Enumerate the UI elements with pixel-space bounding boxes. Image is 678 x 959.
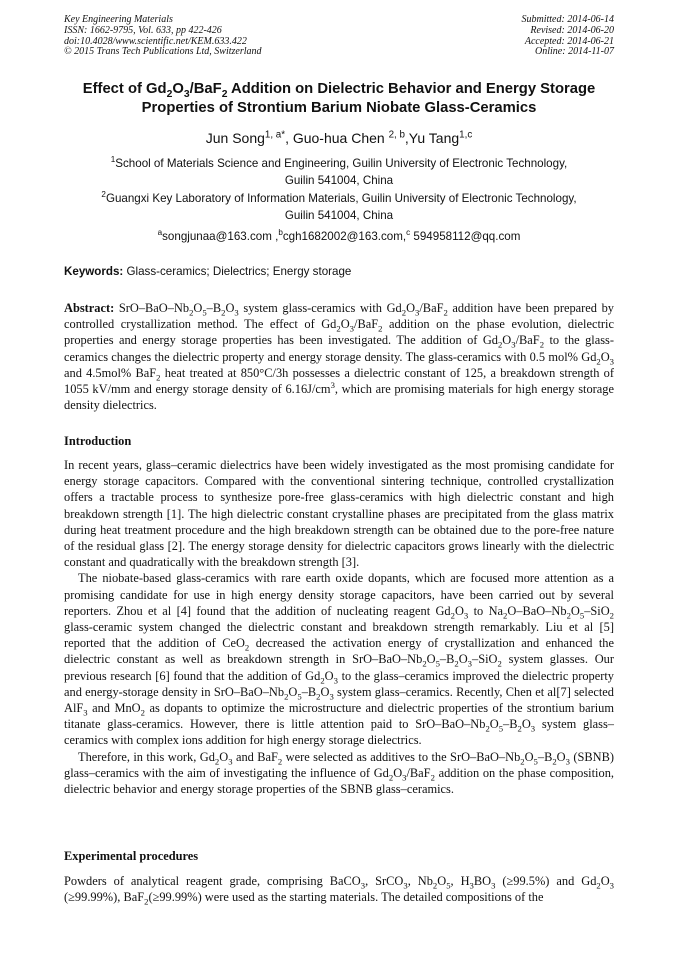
submission-dates <box>522 15 615 58</box>
title-line-2: Properties of Strontium Barium Niobate Glass-Ceramics <box>141 100 537 116</box>
affiliation-2: $^2$Guangxi Key Laboratory of Information Materials, Guilin University of Electronic Technology, Guilin 541004, China <box>101 190 577 222</box>
introduction-paragraph-1: In recent years, glass–ceramic dielectrics have been widely investigated as the most promising candidate for energy storage capacitors. Compared with the conventional sintering technique, controlled crystallization offers a tractable process to synthesize pore-free glass-ceramics with high dielectric constant and high breakdown strength [1]. The high dielectric constant crystalline phases are precipitated from the glass matrix during heat treatment procedure and the high breakdown strength can be obtained due to the pore-free nature of the residual glass [2]. The energy storage density for dielectric capacitors grows linearly with the dielectric constant and quadratically with the breakdown strength [3]. <box>64 458 614 570</box>
journal-copyright: © 2015 Trans Tech Publications Ltd, Switzerland <box>64 46 262 58</box>
date-accepted: Accepted: 2014-06-21 <box>524 35 614 47</box>
abstract: Abstract: SrO–$BaO-Nb_2O_5-B_2O_3$ system glass-ceramics with $Gd_2O_3/BaF_2$ addition have been prepared by controlled crystallization method. The effect of $Gd_2O_3/BaF_2$ addition on the phase evolution, dielectric properties and energy storage properties has been investigated. The addition of $Gd_2O_3/BaF_2$ to the glass-ceramics changes the dielectric property and energy storage density. The glass-ceramics with 0.5 mol% $Gd_2O_3$ and 4.5mol% BaF$_2$ heat treated at 850°C/3h possesses a dielectric constant of 125, a breakdown strength of 1055 kV/mm and energy storage density of $6.16J/cm^3$, which are promising materials for high energy storage density dielectrics. <box>64 301 615 413</box>
title-line-1: Effect of $Gd_2O_3/BaF_2$ Addition on Dielectric Behavior and Energy Storage <box>82 81 596 100</box>
author-list: Jun Song$^{1, a*}$, Guo-hua Chen $^{2, b}$,Yu Tang$^{1,c}$ <box>205 129 473 146</box>
journal-doi: doi:10.4028/www.scientific.net/KEM.633.422 <box>64 35 247 47</box>
introduction-paragraph-3: Therefore, in this work, $Gd_2O_3$ and BaF$_2$ were selected as additives to the SrO–$BaO-Nb_2O_5-B_2O_3$ (SBNB) glass–ceramics with the aim of investigating the influence of $Gd_2O_3/BaF_2$ addition on the phase composition, dielectric behavior and energy storage properties of the SBNB glass–ceramics. <box>64 749 615 797</box>
date-submitted: Submitted: 2014-06-14 <box>521 14 614 25</box>
author-emails: $^a$songjunaa@163.com ,$^b$cgh1682002@163.com,$^c$ 594958112@qq.com <box>157 228 521 243</box>
keywords <box>64 264 351 280</box>
experimental-heading: Experimental procedures <box>64 849 199 863</box>
keywords-text: Glass-ceramics; Dielectrics; Energy storage <box>123 265 352 278</box>
keywords-label: Keywords: <box>64 265 124 278</box>
affiliation-1: $^1$School of Materials Science and Engineering, Guilin University of Electronic Technology, Guilin 541004, China <box>110 155 568 187</box>
introduction-body <box>64 457 614 797</box>
introduction-paragraph-2: The niobate-based glass-ceramics with rare earth oxide dopants, which are focused more attention as a promising candidate for use in high energy density storage capacitors, have been carried out by several reporters. Zhou et al [4] found that the addition of nucleating reagent $Gd_2O_3$ to $Na_2O-BaO-Nb_2O_5-SiO_2$ glass-ceramic system changed the dielectric constant and breakdown strength remarkably. Liu et al [5] reported that the addition of CeO$_2$ decreased the activation energy of crystallization and enhanced the dielectric constant as well as breakdown strength in SrO–$BaO-Nb_2O_5-B_2O_3-SiO_2$ system glasses. Our previous research [6] found that the addition of $Gd_2O_3$ to the glass–ceramics improved the dielectric property and energy-storage density in SrO–$BaO-Nb_2O_5-B_2O_3$ system glass–ceramics. Recently, Chen et al[7] selected AlF$_3$ and MnO$_2$ as dopants to optimize the microstructure and dielectric properties of the strontium barium titanate glass-ceramics. However, there is little attention paid to SrO–$BaO-Nb_2O_5-B_2O_3$ system glass–ceramics with complex ions addition for high energy storage dielectrics. <box>64 571 614 748</box>
journal-issn: ISSN: 1662-9795, Vol. 633, pp 422-426 <box>64 24 222 36</box>
date-online: Online: 2014-11-07 <box>535 46 614 58</box>
date-revised: Revised: 2014-06-20 <box>530 24 614 36</box>
journal-header <box>64 15 262 58</box>
paper-title <box>40 80 638 118</box>
journal-name: Key Engineering Materials <box>64 14 173 25</box>
experimental-paragraph-1: Powders of analytical reagent grade, comprising BaCO$_3$, SrCO$_3$, $Nb_2O_5$, $H_3BO_3$ (≥99.5%) and $Gd_2O_3$ (≥99.99%), BaF$_2$(≥99.99%) were used as the starting materials. The detailed compositions of the <box>64 874 614 907</box>
introduction-heading: Introduction <box>64 434 132 448</box>
